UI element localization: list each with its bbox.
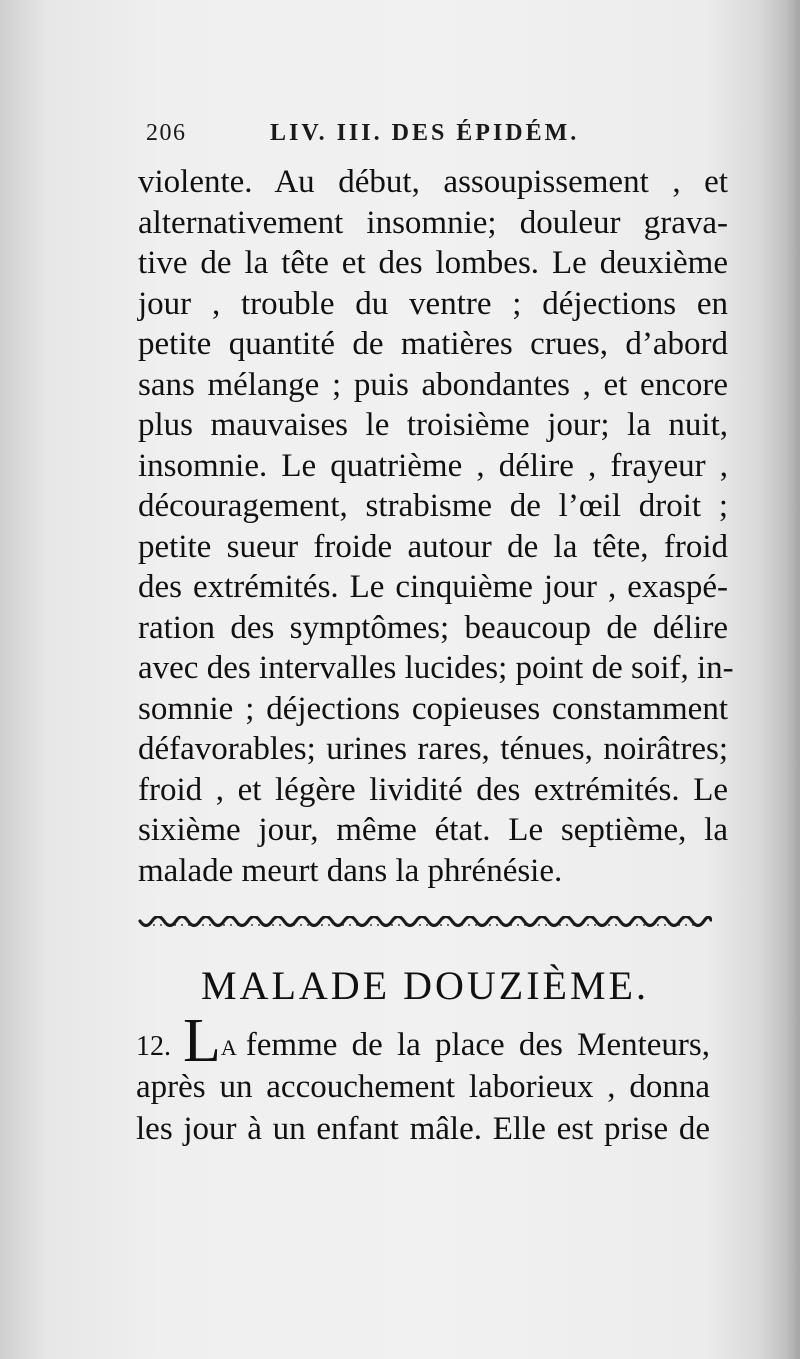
running-header (146, 120, 706, 156)
text-line: jour , trouble du ventre ; déjections en (138, 285, 728, 322)
page-edge-shadow (758, 0, 800, 1359)
section-heading: MALADE DOUZIÈME. (201, 963, 649, 1008)
page-number: 206 (146, 120, 187, 146)
first-text-line (136, 1007, 710, 1075)
drop-cap: L (183, 1007, 221, 1075)
text-line: sans mélange ; puis abondantes , et encore (138, 366, 728, 403)
text-line: violente. Au début, assoupissement , et (138, 164, 728, 200)
body-paragraph (138, 162, 734, 891)
text-line: insomnie. Le quatrième , délire , frayeur , (138, 447, 728, 484)
decorative-rule (138, 916, 712, 930)
text-line: les jour à un enfant mâle. Elle est prise de (136, 1111, 710, 1147)
paragraph-number: 12. (136, 1031, 171, 1062)
text-line: alternativement insomnie; douleur grava- (138, 204, 728, 241)
text-line: petite sueur froide autour de la tête, froid (138, 528, 728, 565)
text-line: après un accouchement laborieux , donna (136, 1069, 710, 1105)
running-title: LIV. III. DES ÉPIDÉM. (270, 120, 580, 146)
case-paragraph (136, 1007, 710, 1150)
text-line: avec des intervalles lucides; point de soif, in- (138, 650, 734, 686)
text-line: malade meurt dans la phrénésie. (138, 852, 563, 889)
text-line: défavorables; urines rares, ténues, noirâtres; (138, 731, 728, 767)
text-line: plus mauvaises le troisième jour; la nuit, (138, 407, 728, 443)
text-line: sixième jour, même état. Le septième, la (138, 812, 728, 848)
text-line: petite quantité de matières crues, d’abord (138, 326, 728, 362)
text-line: tive de la tête et des lombes. Le deuxième (138, 245, 728, 281)
text-line: ration des symptômes; beaucoup de délire (138, 609, 728, 646)
text-line: des extrémités. Le cinquième jour , exaspé- (138, 569, 728, 605)
first-line-text: femme de la place des Menteurs, (245, 1027, 710, 1063)
text-line: découragement, strabisme de l’œil droit ; (138, 488, 728, 524)
text-line: somnie ; déjections copieuses constamment (138, 690, 728, 727)
text-line: froid , et légère lividité des extrémités. Le (138, 771, 728, 808)
small-cap-letter: A (220, 1035, 238, 1060)
